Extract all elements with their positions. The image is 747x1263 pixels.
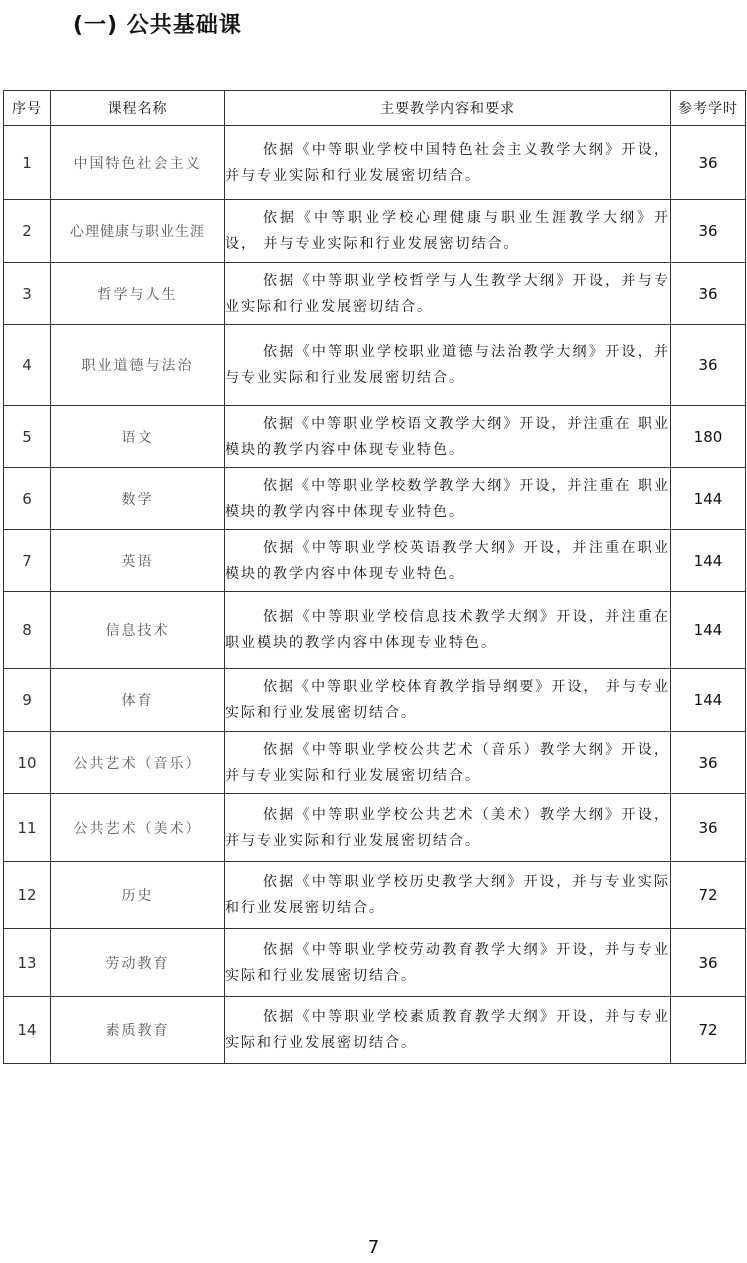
course-hours: 36 [671, 794, 746, 862]
course-hours: 144 [671, 592, 746, 669]
course-description: 依据《中等职业学校信息技术教学大纲》开设，并注重在职业模块的教学内容中体现专业特色。 [225, 592, 671, 669]
table-row [4, 325, 746, 406]
course-description: 依据《中等职业学校体育教学指导纲要》开设， 并与专业实际和行业发展密切结合。 [225, 669, 671, 732]
course-index: 14 [4, 997, 51, 1064]
course-index: 9 [4, 669, 51, 732]
course-index: 5 [4, 406, 51, 468]
course-description: 依据《中等职业学校心理健康与职业生涯教学大纲》开设， 并与专业实际和行业发展密切结合。 [225, 200, 671, 263]
course-description: 依据《中等职业学校英语教学大纲》开设，并注重在职业模块的教学内容中体现专业特色。 [225, 530, 671, 592]
header-hours: 参考学时 [671, 91, 746, 126]
page-number: 7 [367, 1237, 380, 1258]
course-name: 素质教育 [51, 997, 225, 1064]
section-title: (一) 公共基础课 [73, 13, 242, 38]
course-name: 哲学与人生 [51, 263, 225, 325]
course-name: 心理健康与职业生涯 [51, 200, 225, 263]
table-row [4, 468, 746, 530]
table-row [4, 862, 746, 929]
table-row [4, 732, 746, 794]
course-hours: 180 [671, 406, 746, 468]
course-name: 英语 [51, 530, 225, 592]
course-hours: 36 [671, 263, 746, 325]
table-row [4, 592, 746, 669]
course-description: 依据《中等职业学校劳动教育教学大纲》开设，并与专业实际和行业发展密切结合。 [225, 929, 671, 997]
table-row [4, 997, 746, 1064]
course-hours: 72 [671, 862, 746, 929]
table-row [4, 794, 746, 862]
course-hours: 36 [671, 929, 746, 997]
course-hours: 36 [671, 325, 746, 406]
course-description: 依据《中等职业学校哲学与人生教学大纲》开设，并与专业实际和行业发展密切结合。 [225, 263, 671, 325]
course-hours: 144 [671, 530, 746, 592]
table-row [4, 530, 746, 592]
table-row [4, 929, 746, 997]
course-description: 依据《中等职业学校语文教学大纲》开设，并注重在 职业模块的教学内容中体现专业特色。 [225, 406, 671, 468]
course-hours: 144 [671, 468, 746, 530]
header-course-name: 课程名称 [51, 91, 225, 126]
course-name: 历史 [51, 862, 225, 929]
course-name: 数学 [51, 468, 225, 530]
table-row [4, 406, 746, 468]
course-index: 1 [4, 126, 51, 200]
table-row [4, 669, 746, 732]
course-name: 职业道德与法治 [51, 325, 225, 406]
table-row [4, 200, 746, 263]
course-hours: 36 [671, 732, 746, 794]
course-description: 依据《中等职业学校公共艺术（音乐）教学大纲》开设，并与专业实际和行业发展密切结合。 [225, 732, 671, 794]
header-content: 主要教学内容和要求 [225, 91, 671, 126]
table-row [4, 263, 746, 325]
course-index: 10 [4, 732, 51, 794]
course-index: 7 [4, 530, 51, 592]
table-header-row [4, 91, 746, 126]
course-description: 依据《中等职业学校中国特色社会主义教学大纲》开设， 并与专业实际和行业发展密切结合。 [225, 126, 671, 200]
course-name: 语文 [51, 406, 225, 468]
course-index: 13 [4, 929, 51, 997]
course-index: 8 [4, 592, 51, 669]
course-name: 劳动教育 [51, 929, 225, 997]
course-name: 体育 [51, 669, 225, 732]
course-description: 依据《中等职业学校公共艺术（美术）教学大纲》开设，并与专业实际和行业发展密切结合。 [225, 794, 671, 862]
course-index: 2 [4, 200, 51, 263]
course-index: 6 [4, 468, 51, 530]
table-row [4, 126, 746, 200]
course-name: 信息技术 [51, 592, 225, 669]
course-name: 公共艺术（美术） [51, 794, 225, 862]
course-index: 12 [4, 862, 51, 929]
course-name: 公共艺术（音乐） [51, 732, 225, 794]
course-description: 依据《中等职业学校数学教学大纲》开设，并注重在 职业模块的教学内容中体现专业特色。 [225, 468, 671, 530]
course-hours: 72 [671, 997, 746, 1064]
header-index: 序号 [4, 91, 51, 126]
course-index: 3 [4, 263, 51, 325]
course-hours: 36 [671, 126, 746, 200]
course-description: 依据《中等职业学校历史教学大纲》开设，并与专业实际和行业发展密切结合。 [225, 862, 671, 929]
course-index: 11 [4, 794, 51, 862]
course-description: 依据《中等职业学校职业道德与法治教学大纲》开设，并 与专业实际和行业发展密切结合。 [225, 325, 671, 406]
course-description: 依据《中等职业学校素质教育教学大纲》开设，并与专业实际和行业发展密切结合。 [225, 997, 671, 1064]
course-index: 4 [4, 325, 51, 406]
course-name: 中国特色社会主义 [51, 126, 225, 200]
course-hours: 144 [671, 669, 746, 732]
course-hours: 36 [671, 200, 746, 263]
course-table [3, 90, 746, 1064]
